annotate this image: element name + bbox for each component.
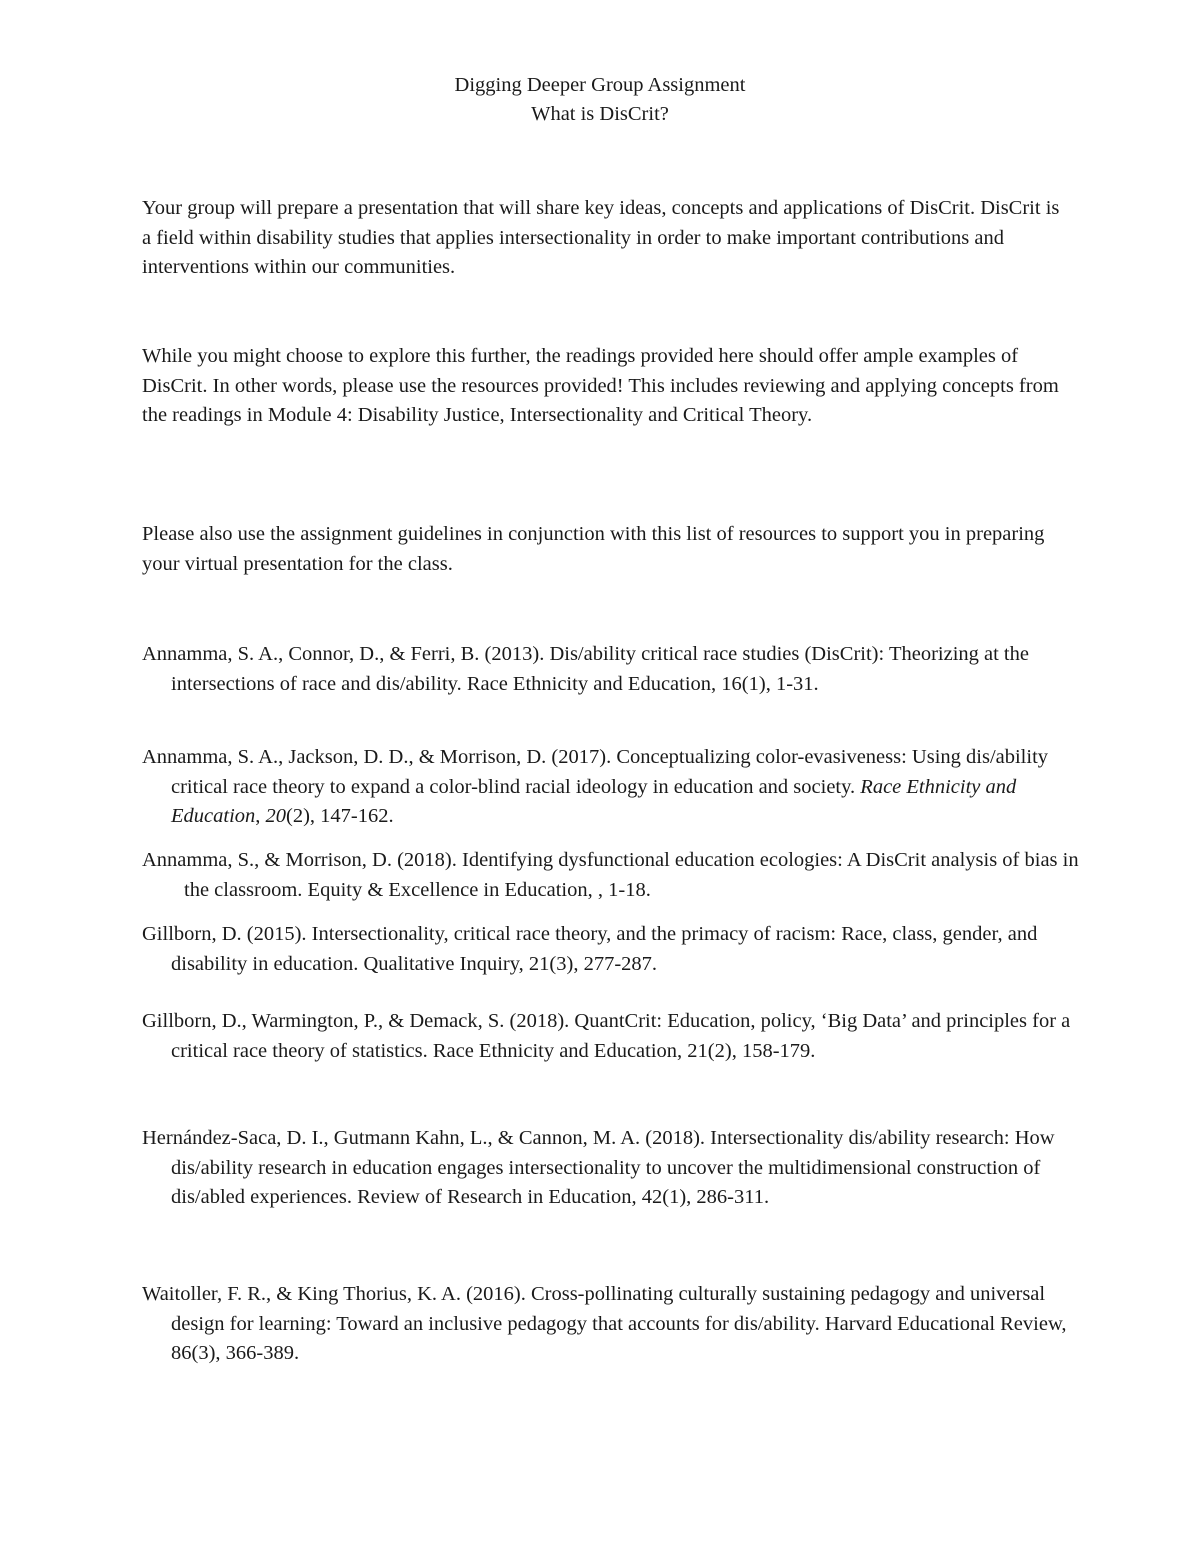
document-subtitle: What is DisCrit? xyxy=(531,103,669,125)
reference-volume: 20 xyxy=(265,805,287,827)
reference-item: Hernández-Saca, D. I., Gutmann Kahn, L., & Cannon, M. A. (2018). Intersectionality dis/ability research: How dis/ability research in education engages intersectionality to uncover the multidimensional construction of dis/abled experiences. Review of Research in Education, 42(1), 286-311. xyxy=(142,1127,1055,1208)
reference-item: Waitoller, F. R., & King Thorius, K. A. (2016). Cross-pollinating culturally sustaining pedagogy and universal design for learning: Toward an inclusive pedagogy that accounts for dis/ability. Harvard Educational Review, 86(3), 366-389. xyxy=(142,1283,1067,1364)
reference-pages: (2), 147-162. xyxy=(286,805,394,827)
intro-paragraph: Your group will prepare a presentation that will share key ideas, concepts and applications of DisCrit. DisCrit is a field within disability studies that applies intersectionality in order to make important contributions and interventions within our communities. xyxy=(142,197,1060,278)
reference-text: Annamma, S. A., Jackson, D. D., & Morrison, D. (2017). Conceptualizing color-evasiveness: Using dis/ability critical race theory to expand a color-blind racial ideology in education and society. xyxy=(142,746,1049,798)
reference-item xyxy=(142,743,1091,832)
reference-item: Annamma, S., & Morrison, D. (2018). Identifying dysfunctional education ecologies: A DisCrit analysis of bias in the classroom. Equity & Excellence in Education, , 1-18. xyxy=(142,849,1079,901)
document-title: Digging Deeper Group Assignment xyxy=(454,74,746,96)
reference-item: Annamma, S. A., Connor, D., & Ferri, B. (2013). Dis/ability critical race studies (DisCrit): Theorizing at the intersections of race and dis/ability. Race Ethnicity and Education, 16(1), 1-31. xyxy=(142,643,1029,695)
title-block xyxy=(0,71,1200,129)
reference-item: Gillborn, D. (2015). Intersectionality, critical race theory, and the primacy of racism: Race, class, gender, and disability in education. Qualitative Inquiry, 21(3), 277-287. xyxy=(142,923,1038,975)
reference-journal: Race Ethnicity and Education xyxy=(171,775,1017,827)
reference-separator: , xyxy=(255,805,266,827)
readings-paragraph: While you might choose to explore this further, the readings provided here should offer ample examples of DisCrit. In other words, please use the resources provided! This includes reviewing and applying concepts from the readings in Module 4: Disability Justice, Intersectionality and Critical Theory. xyxy=(142,345,1059,426)
reference-item: Gillborn, D., Warmington, P., & Demack, S. (2018). QuantCrit: Education, policy, ‘Big Data’ and principles for a critical race theory of statistics. Race Ethnicity and Education, 21(2), 158-179. xyxy=(142,1010,1071,1062)
guidelines-paragraph: Please also use the assignment guidelines in conjunction with this list of resources to support you in preparing your virtual presentation for the class. xyxy=(142,523,1045,575)
